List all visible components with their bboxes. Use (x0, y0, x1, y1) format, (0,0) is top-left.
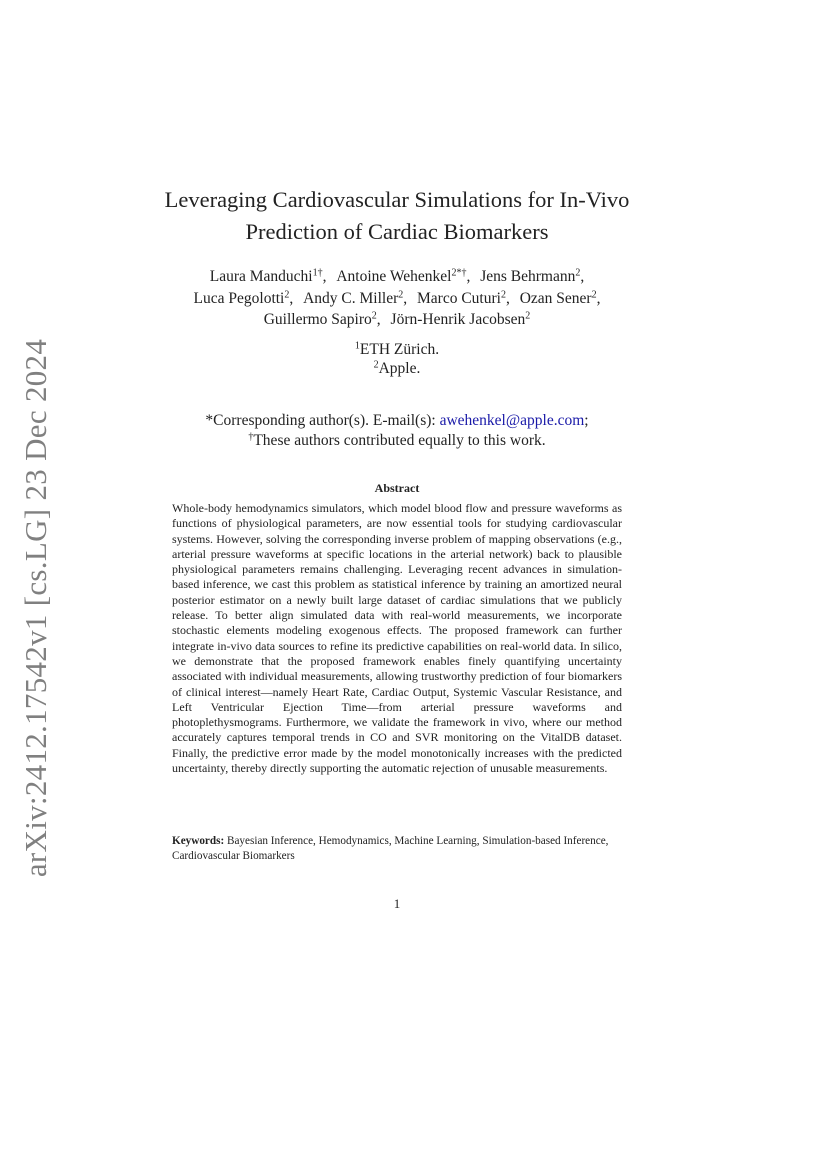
affiliation-list (200, 340, 594, 378)
keywords-text: Bayesian Inference, Hemodynamics, Machine Learning, Simulation-based Inference, Cardiovascular Biomarkers (172, 835, 609, 862)
affiliation-mark: 1 (354, 340, 360, 352)
equal-contribution-mark: † (248, 431, 254, 442)
author (210, 268, 327, 285)
email-link[interactable]: awehenkel@apple.com (439, 412, 585, 429)
author (391, 311, 531, 328)
author-affiliation-mark: 1† (312, 267, 323, 279)
author-separator: , (376, 311, 381, 328)
author-affiliation-mark: 2 (525, 310, 531, 322)
author-affiliation-mark: 2 (591, 289, 597, 300)
author-line (130, 309, 664, 331)
author-affiliation-mark: 2 (500, 289, 506, 300)
author (303, 290, 407, 307)
abstract-text: Whole-body hemodynamics simulators, which model blood flow and pressure waveforms as functions of physiological parameters, are now essential tools for studying cardiovascular systems. However, solving the corresponding inverse problem of mapping observations (e.g., arterial pressure waveforms at specific locations in the arterial network) back to plausible physiological parameters remains challenging. Leveraging recent advances in simulation-based inference, we cast this problem as statistical inference by training an amortized neural posterior estimator on a newly built large dataset of cardiac simulations that we publicly release. To better align simulated data with real-world measurements, we incorporate stochastic elements modeling exogenous effects. The proposed framework can further integrate in-vivo data sources to refine its predictive capabilities on real-world data. In silico, we demonstrate that the proposed framework enables finely quantifying uncertainty associated with individual measurements, allowing trustworthy prediction of four biomarkers of clinical interest—namely Heart Rate, Cardiac Output, Systemic Vascular Resistance, and Left Ventricular Ejection Time—from arterial pressure waveforms and photoplethysmograms. Furthermore, we validate the framework in vivo, where our method accurately captures temporal trends in CO and SVR monitoring on the VitalDB dataset. Finally, the predictive error made by the model monotonically increases with the predicted uncertainty, thereby directly supporting the automatic rejection of unusable measurements. (172, 501, 622, 776)
author-name: Jens Behrmann (480, 268, 576, 285)
author-separator: , (580, 268, 585, 285)
author (336, 268, 470, 285)
author-affiliation-mark: 2 (398, 289, 404, 300)
author-line (130, 266, 664, 288)
author-separator: , (322, 268, 327, 285)
author-name: Guillermo Sapiro (263, 311, 372, 328)
corresponding-author-line (120, 411, 674, 431)
affiliation-mark: 2 (373, 359, 379, 371)
email-suffix: ; (584, 412, 589, 429)
equal-contribution-line (120, 431, 674, 451)
equal-contribution-text: These authors contributed equally to this work. (253, 431, 546, 449)
author-affiliation-mark: 2 (575, 267, 581, 279)
author-affiliation-mark: 2 (284, 289, 290, 300)
author-name: Jörn-Henrik Jacobsen (390, 311, 526, 328)
author-name: Ozan Sener (519, 289, 592, 307)
page-number: 1 (393, 896, 401, 911)
author (520, 290, 601, 307)
author-name: Andy C. Miller (303, 289, 399, 307)
affiliation-name: Apple. (378, 360, 421, 377)
author-affiliation-mark: 2*† (451, 267, 467, 279)
affiliation-name: ETH Zürich. (359, 341, 440, 358)
title-line: Leveraging Cardiovascular Simulations for In-Vivo (164, 187, 630, 212)
author (480, 268, 584, 285)
author-affiliation-mark: 2 (371, 310, 377, 322)
author-list (130, 266, 664, 331)
author-name: Marco Cuturi (417, 289, 501, 307)
author (417, 290, 510, 307)
author-separator: , (505, 289, 510, 307)
corresponding-author-label: *Corresponding author(s). E-mail(s): (205, 412, 440, 429)
affiliation (200, 359, 594, 378)
author-separator: , (596, 289, 601, 307)
author-name: Laura Manduchi (209, 268, 313, 285)
author-name: Antoine Wehenkel (336, 268, 452, 285)
correspondence-note (120, 411, 674, 450)
author-separator: , (403, 289, 408, 307)
author (264, 311, 381, 328)
keywords (172, 834, 622, 863)
author-separator: , (466, 268, 471, 285)
author-name: Luca Pegolotti (193, 289, 285, 307)
abstract-heading: Abstract (374, 481, 420, 495)
keywords-label: Keywords: (172, 835, 225, 847)
paper-title (120, 184, 674, 248)
author (194, 290, 294, 307)
arxiv-identifier: arXiv:2412.17542v1 [cs.LG] 23 Dec 2024 (18, 338, 53, 878)
affiliation (200, 340, 594, 359)
author-separator: , (289, 289, 294, 307)
title-line: Prediction of Cardiac Biomarkers (245, 219, 549, 244)
author-line (130, 288, 664, 310)
